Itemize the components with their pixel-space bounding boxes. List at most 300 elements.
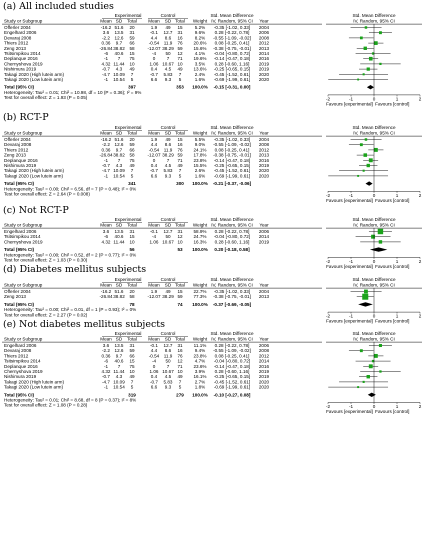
study-name: Thiers 2012 <box>4 353 29 359</box>
total-weight: 100.0% <box>192 392 208 398</box>
study-column-header: Study or Subgroup <box>4 282 43 288</box>
study-weight: 1.6% <box>194 173 206 179</box>
study-weight: 11.1% <box>193 343 207 348</box>
control-sd: 50 <box>165 358 171 364</box>
ci-column-header: IV, Random, 95% CI <box>211 336 253 342</box>
favours-control-label: Favours [control] <box>375 101 410 107</box>
control-mean: 6.6 <box>150 77 158 82</box>
study-name: Thiers 2012 <box>4 40 29 46</box>
control-total: 71 <box>177 157 183 163</box>
experimental-total: 59 <box>129 35 135 41</box>
experimental-sd: 9.7 <box>115 40 123 46</box>
study-name: Deplanque 2016 <box>4 157 38 163</box>
experimental-total: 15 <box>129 234 135 240</box>
overall-effect-test: Test for overall effect: Z = 2.27 (P = 0.02) <box>4 312 88 318</box>
favours-experimental-label: Favours [experimental] <box>326 318 373 324</box>
control-total: 5 <box>178 384 182 390</box>
plot-smd-header: Std. Mean Difference <box>352 217 396 222</box>
forest-plot-all-studies <box>2 12 424 112</box>
study-weight: 24.7% <box>193 234 207 240</box>
experimental-total: 15 <box>129 51 135 56</box>
control-mean: -0.1 <box>150 30 158 36</box>
x-axis-tick-label: -1 <box>348 258 354 264</box>
total-label: Total (95% CI) <box>4 247 35 253</box>
study-weight: 15.5% <box>193 163 207 168</box>
study-ci: 0.28 [-0.22, 0.78] <box>214 30 250 36</box>
control-total: 5 <box>178 173 182 179</box>
experimental-total: 49 <box>129 66 135 72</box>
study-effect-marker <box>378 229 383 234</box>
study-year: 2008 <box>258 35 270 41</box>
control-group-header: Control <box>160 217 176 222</box>
control-sd: 38.29 <box>162 45 174 51</box>
control-total-sum: 74 <box>177 301 183 307</box>
study-name: Offerler 2004 <box>4 137 31 142</box>
study-name: Chernyshova 2019 <box>4 239 43 245</box>
study-ci: -0.45 [-1.52, 0.61] <box>213 71 251 77</box>
plot-ci-header: IV, Random, 95% CI <box>353 222 395 228</box>
year-column-header: Year <box>259 222 269 228</box>
forest-plot-diabetes <box>2 276 424 324</box>
experimental-total: 5 <box>130 77 134 82</box>
x-axis-tick-label: -1 <box>348 404 354 409</box>
control-total: 59 <box>177 294 183 300</box>
x-axis-tick-label: -2 <box>325 192 331 198</box>
pooled-effect-diamond <box>365 181 372 185</box>
total-column-header: Total <box>175 336 185 342</box>
experimental-sd: 10.09 <box>113 379 125 385</box>
study-effect-marker <box>363 381 365 383</box>
control-sd: 10.67 <box>162 239 174 245</box>
total-weight: 100.0% <box>192 247 208 253</box>
study-effect-marker <box>379 63 381 65</box>
study-weight: 19.6% <box>193 56 207 62</box>
experimental-total: 75 <box>129 157 135 163</box>
study-effect-marker <box>367 164 370 167</box>
control-total-sum: 53 <box>177 247 183 253</box>
sd-column-header: SD <box>164 222 172 228</box>
study-ci: -0.55 [-1.09, -0.02] <box>213 142 251 148</box>
panel-title-b: (b) RCT-P <box>3 112 49 123</box>
x-axis-tick-label: 1 <box>395 96 399 102</box>
study-year: 2006 <box>258 229 270 234</box>
experimental-mean: -26.84 <box>99 152 113 158</box>
experimental-sd: 11.44 <box>113 239 125 245</box>
experimental-mean: -2.2 <box>102 35 110 41</box>
study-effect-marker <box>365 26 367 28</box>
experimental-mean: -1 <box>103 384 109 390</box>
favours-control-label: Favours [control] <box>375 409 410 414</box>
experimental-mean: 4.32 <box>101 239 111 245</box>
total-weight: 100.0% <box>192 84 208 90</box>
control-sd: 9.3 <box>164 384 172 390</box>
experimental-total: 49 <box>129 163 135 168</box>
control-mean: 0 <box>152 56 156 62</box>
study-year: 2004 <box>258 25 270 30</box>
control-mean: 0 <box>152 157 156 163</box>
x-axis-tick-label: -2 <box>325 313 331 319</box>
total-column-header: Total <box>127 282 137 288</box>
mean-column-header: Mean <box>100 18 112 24</box>
control-sd: 11.9 <box>163 353 173 359</box>
experimental-mean: 4.32 <box>101 61 111 67</box>
pooled-ci: -0.15 [-0.31, 0.00] <box>213 84 251 90</box>
total-column-header: Total <box>127 222 137 228</box>
study-weight: 23.8% <box>193 353 207 359</box>
experimental-sd: 11.44 <box>113 61 125 67</box>
control-total-sum: 300 <box>176 181 184 187</box>
control-group-header: Control <box>160 13 176 18</box>
experimental-sd: 51.6 <box>114 137 124 142</box>
total-column-header: Total <box>175 282 185 288</box>
control-mean: -0.7 <box>150 168 158 174</box>
study-year: 2019 <box>258 61 270 67</box>
study-effect-marker <box>365 138 367 140</box>
control-total: 31 <box>177 30 183 36</box>
study-weight: 1.8% <box>194 384 206 390</box>
control-mean: -0.1 <box>150 229 158 234</box>
sd-column-header: SD <box>115 130 123 136</box>
experimental-mean: -1 <box>103 173 109 179</box>
study-effect-marker <box>379 31 382 34</box>
x-axis-tick-label: 2 <box>418 258 422 264</box>
mean-column-header: Mean <box>100 336 112 342</box>
control-sd: 50 <box>165 234 171 240</box>
study-ci: 0.28 [-0.60, 1.16] <box>214 239 250 245</box>
study-name: Engelhard 2006 <box>4 30 37 36</box>
sd-column-header: SD <box>164 282 172 288</box>
control-sd: 4.5 <box>164 163 172 168</box>
control-group-header: Control <box>160 331 176 336</box>
control-total: 12 <box>177 234 183 240</box>
study-ci: 0.28 [-0.22, 0.78] <box>214 343 250 348</box>
control-mean: 4.4 <box>150 35 158 41</box>
study-year: 2020 <box>258 71 270 77</box>
forest-plot-not-rct-p <box>2 216 424 269</box>
study-ci: 0.08 [-0.25, 0.41] <box>214 147 250 153</box>
control-total: 15 <box>177 289 183 294</box>
x-axis-tick-label: 0 <box>372 96 376 102</box>
control-mean: 1.06 <box>149 61 159 67</box>
study-name: Takagi 2020 (High lutein arm) <box>4 71 65 77</box>
experimental-mean: 3.6 <box>102 30 110 36</box>
x-axis-tick-label: -2 <box>325 96 331 102</box>
experimental-total: 75 <box>129 56 135 62</box>
experimental-mean: -4.7 <box>102 168 110 174</box>
study-weight: 22.7% <box>193 289 207 294</box>
control-sd: 8.6 <box>164 142 172 148</box>
study-effect-marker <box>374 41 378 45</box>
experimental-mean: -6 <box>103 358 109 364</box>
study-ci: -0.55 [-1.09, -0.02] <box>213 35 251 41</box>
control-total: 59 <box>177 152 183 158</box>
control-mean: 0.4 <box>150 374 158 380</box>
x-axis-tick-label: 0 <box>372 192 376 198</box>
study-weight: 1.6% <box>194 77 206 82</box>
experimental-mean: 4.32 <box>101 369 111 374</box>
control-total: 7 <box>178 71 182 77</box>
control-group-header: Control <box>160 125 176 130</box>
study-name: Thiers 2012 <box>4 147 29 153</box>
study-effect-marker <box>379 370 381 372</box>
control-sd: 7 <box>166 56 170 62</box>
experimental-total-sum: 397 <box>128 84 136 90</box>
control-mean: 6.6 <box>150 173 158 179</box>
study-name: Nishimura 2019 <box>4 66 37 72</box>
panel-title-a: (a) All included studies <box>3 1 114 12</box>
study-year: 2013 <box>258 294 270 300</box>
overall-effect-test: Test for overall effect: Z = 1.03 (P = 0.30) <box>4 257 88 263</box>
total-weight: 100.0% <box>192 301 208 307</box>
weight-column-header: Weight <box>192 130 208 136</box>
experimental-mean: 0.36 <box>101 147 111 153</box>
control-total: 31 <box>177 343 183 348</box>
mean-column-header: Mean <box>148 222 160 228</box>
control-sd: 10.67 <box>162 369 174 374</box>
year-column-header: Year <box>259 282 269 288</box>
pooled-effect-diamond <box>370 247 387 251</box>
study-effect-marker <box>364 290 368 294</box>
control-total: 76 <box>177 353 183 359</box>
experimental-total: 49 <box>129 374 135 380</box>
experimental-mean: -16.2 <box>100 289 112 294</box>
study-effect-marker <box>357 386 359 388</box>
study-effect-marker <box>379 344 382 347</box>
x-axis-tick-label: 1 <box>395 258 399 264</box>
experimental-sd: 10.54 <box>113 173 125 179</box>
experimental-total: 59 <box>129 142 135 148</box>
control-mean: -4 <box>151 358 157 364</box>
control-total: 10 <box>177 239 183 245</box>
study-ci: -0.55 [-1.09, -0.02] <box>213 348 251 354</box>
experimental-sd: 40.6 <box>114 358 124 364</box>
forest-plot-rct-p <box>2 124 424 206</box>
experimental-mean: -6 <box>103 234 109 240</box>
experimental-mean: -4.7 <box>102 379 110 385</box>
total-column-header: Total <box>127 130 137 136</box>
control-mean: -4 <box>151 234 157 240</box>
favours-control-label: Favours [control] <box>375 197 410 203</box>
study-year: 2019 <box>258 369 270 374</box>
study-effect-marker <box>363 170 365 172</box>
control-mean: -12.07 <box>147 45 161 51</box>
study-year: 2014 <box>258 51 270 56</box>
study-year: 2019 <box>258 163 270 168</box>
study-ci: -0.69 [-1.99, 0.61] <box>213 173 251 179</box>
experimental-total: 10 <box>129 239 135 245</box>
total-label: Total (95% CI) <box>4 301 35 307</box>
experimental-total-sum: 78 <box>129 301 135 307</box>
year-column-header: Year <box>259 336 269 342</box>
pooled-ci: 0.20 [-0.18, 0.58] <box>214 247 250 253</box>
favours-experimental-label: Favours [experimental] <box>326 197 373 203</box>
study-weight: 4.7% <box>194 358 206 364</box>
control-mean: 4.4 <box>150 348 158 354</box>
study-year: 2004 <box>258 289 270 294</box>
study-weight: 4.1% <box>194 51 206 56</box>
control-total: 16 <box>177 348 183 354</box>
study-weight: 2.7% <box>194 379 206 385</box>
x-axis-tick-label: 2 <box>418 313 422 319</box>
sd-column-header: SD <box>115 282 123 288</box>
ci-column-header: IV, Random, 95% CI <box>211 222 253 228</box>
experimental-group-header: Experimental <box>114 217 142 222</box>
experimental-sd: 7 <box>117 363 121 369</box>
study-effect-marker <box>367 67 370 70</box>
study-column-header: Study or Subgroup <box>4 336 43 342</box>
study-ci: 0.28 [-0.22, 0.78] <box>214 229 250 234</box>
forest-plot-not-diabetes <box>2 330 424 420</box>
experimental-sd: 40.6 <box>114 51 124 56</box>
study-effect-marker <box>362 294 368 300</box>
study-ci: -0.04 [-0.80, 0.72] <box>213 234 251 240</box>
study-weight: 16.3% <box>193 239 207 245</box>
experimental-mean: -1 <box>103 363 109 369</box>
plot-smd-header: Std. Mean Difference <box>352 331 396 336</box>
x-axis-tick-label: 0 <box>372 404 376 409</box>
study-weight: 24.1% <box>193 147 207 153</box>
heterogeneity-stats: Heterogeneity: Tau² = 0.00; Chi² = 6.56, df = 7 (P = 0.48); I² = 0% <box>4 186 137 192</box>
study-name: Offerler 2004 <box>4 25 31 30</box>
study-year: 2020 <box>258 173 270 179</box>
study-ci: 0.28 [-0.60, 1.16] <box>214 369 250 374</box>
sd-column-header: SD <box>164 130 172 136</box>
experimental-sd: 9.7 <box>115 353 123 359</box>
heterogeneity-stats: Heterogeneity: Tau² = 0.00; Chi² = 0.52, df = 2 (P = 0.77); I² = 0% <box>4 252 137 258</box>
experimental-sd: 10.54 <box>113 384 125 390</box>
study-ci: -0.25 [-0.65, 0.15] <box>213 163 251 168</box>
study-name: Zeng 2013 <box>4 294 26 300</box>
control-mean: 4.4 <box>150 142 158 148</box>
experimental-sd: 7 <box>117 157 121 163</box>
study-ci: -0.14 [-0.47, 0.18] <box>213 363 251 369</box>
study-year: 2004 <box>258 137 270 142</box>
experimental-total: 58 <box>129 45 135 51</box>
mean-column-header: Mean <box>100 130 112 136</box>
study-effect-marker <box>371 235 375 239</box>
study-effect-marker <box>363 153 367 157</box>
study-ci: -0.04 [-0.80, 0.72] <box>213 358 251 364</box>
study-name: Offerler 2004 <box>4 289 31 294</box>
study-year: 2006 <box>258 30 270 36</box>
study-name: Nishimura 2019 <box>4 163 37 168</box>
year-column-header: Year <box>259 130 269 136</box>
experimental-mean: -6 <box>103 51 109 56</box>
control-sd: 11.9 <box>163 147 173 153</box>
control-total: 10 <box>177 61 183 67</box>
study-name: Takagi 2020 (High lutein arm) <box>4 168 65 174</box>
experimental-total: 31 <box>129 343 135 348</box>
study-effect-marker <box>357 175 359 177</box>
total-label: Total (95% CI) <box>4 392 35 398</box>
study-effect-marker <box>374 148 378 152</box>
study-year: 2014 <box>258 234 270 240</box>
study-year: 2020 <box>258 168 270 174</box>
experimental-sd: 38.82 <box>113 294 125 300</box>
study-ci: -0.38 [-0.75, -0.01] <box>213 294 251 300</box>
experimental-total: 7 <box>130 379 134 385</box>
experimental-sd: 10.54 <box>113 77 125 82</box>
experimental-group-header: Experimental <box>114 277 142 282</box>
total-column-header: Total <box>175 18 185 24</box>
experimental-total-sum: 319 <box>128 392 136 398</box>
plot-smd-header: Std. Mean Difference <box>352 277 396 282</box>
control-sd: 50 <box>165 51 171 56</box>
control-mean: 6.6 <box>150 384 158 390</box>
study-name: Engelhard 2006 <box>4 229 37 234</box>
study-ci: 0.28 [-0.60, 1.16] <box>214 61 250 67</box>
plot-ci-header: IV, Random, 95% CI <box>353 18 395 24</box>
study-weight: 2.6% <box>194 168 206 174</box>
control-mean: 1.06 <box>149 239 159 245</box>
experimental-total: 7 <box>130 168 134 174</box>
study-weight: 8.2% <box>194 35 206 41</box>
control-sd: 8.6 <box>164 35 172 41</box>
experimental-mean: -0.7 <box>102 374 110 380</box>
study-effect-marker <box>357 79 359 81</box>
study-weight: 2.4% <box>194 71 206 77</box>
control-mean: 0.4 <box>150 163 158 168</box>
smd-header: Std. Mean Difference <box>210 13 254 18</box>
control-total: 5 <box>178 77 182 82</box>
study-effect-marker <box>364 47 367 50</box>
control-sd: 10.67 <box>162 61 174 67</box>
overall-effect-test: Test for overall effect: Z = 1.93 (P = 0.05) <box>4 95 88 101</box>
study-name: Devaraj 2008 <box>4 142 32 148</box>
control-total: 16 <box>177 35 183 41</box>
study-name: Deplanque 2016 <box>4 363 38 369</box>
ci-column-header: IV, Random, 95% CI <box>211 282 253 288</box>
control-sd: 49 <box>165 25 171 30</box>
experimental-total: 20 <box>129 137 135 142</box>
mean-column-header: Mean <box>100 222 112 228</box>
study-year: 2019 <box>258 374 270 380</box>
experimental-sd: 12.6 <box>114 348 124 354</box>
x-axis-tick-label: -1 <box>348 313 354 319</box>
study-name: Tsitsimpikou 2014 <box>4 358 41 364</box>
control-total-sum: 353 <box>176 84 184 90</box>
study-effect-marker <box>360 349 363 352</box>
ci-column-header: IV, Random, 95% CI <box>211 130 253 136</box>
total-weight: 100.0% <box>192 181 208 187</box>
sd-column-header: SD <box>164 18 172 24</box>
control-mean: -0.1 <box>150 343 158 348</box>
study-weight: 9.4% <box>194 348 206 354</box>
control-mean: 1.9 <box>150 137 158 142</box>
study-weight: 16.1% <box>193 374 207 380</box>
study-year: 2020 <box>258 384 270 390</box>
study-ci: -0.69 [-1.99, 0.61] <box>213 384 251 390</box>
control-sd: 4.5 <box>164 66 172 72</box>
study-ci: -0.69 [-1.99, 0.61] <box>213 77 251 82</box>
experimental-sd: 51.6 <box>114 289 124 294</box>
control-sd: 38.29 <box>162 294 174 300</box>
study-ci: -0.45 [-1.52, 0.61] <box>213 168 251 174</box>
plot-smd-header: Std. Mean Difference <box>352 13 396 18</box>
plot-ci-header: IV, Random, 95% CI <box>353 130 395 136</box>
experimental-mean: -26.84 <box>99 294 113 300</box>
study-weight: 17.8% <box>193 152 207 158</box>
study-name: Deplanque 2016 <box>4 56 38 62</box>
x-axis-tick-label: 2 <box>418 404 422 409</box>
study-effect-marker <box>363 73 365 75</box>
favours-control-label: Favours [control] <box>375 263 410 269</box>
control-mean: -0.54 <box>148 147 160 153</box>
control-sd: 7 <box>166 157 170 163</box>
study-year: 2013 <box>258 152 270 158</box>
experimental-sd: 40.6 <box>114 234 124 240</box>
experimental-mean: -0.7 <box>102 66 110 72</box>
